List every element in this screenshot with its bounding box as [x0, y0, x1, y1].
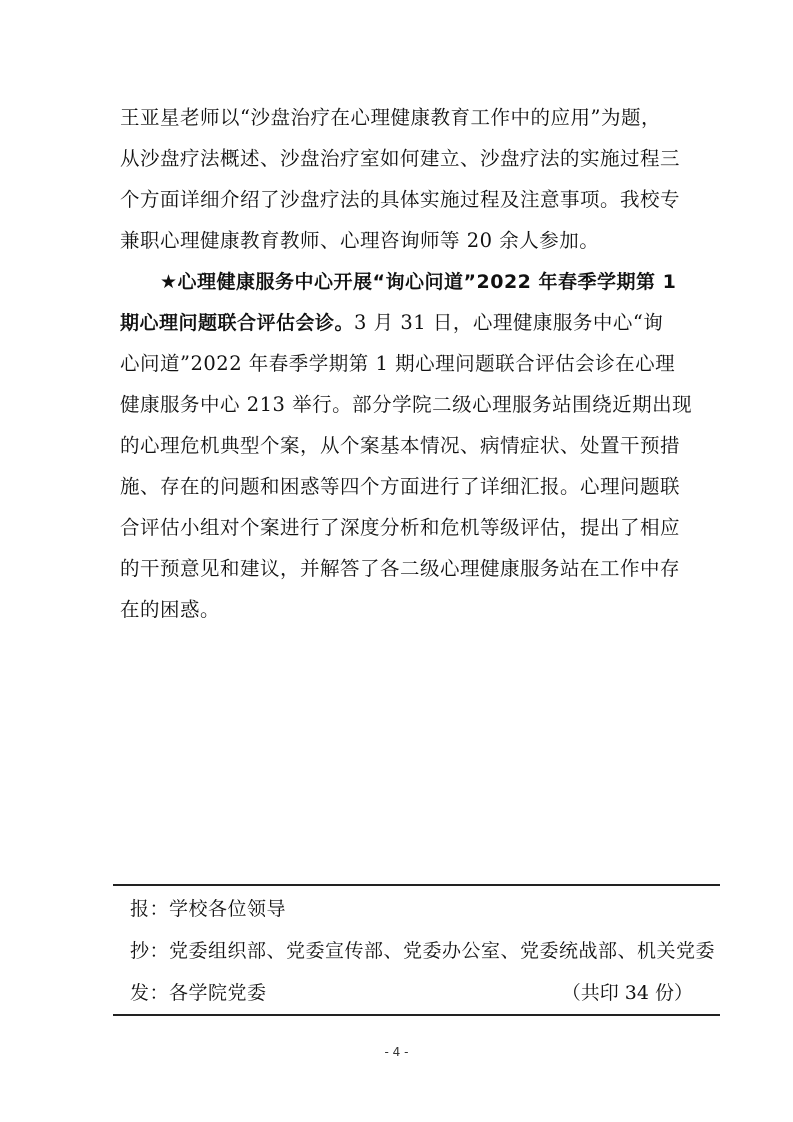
body-line: 心问道”2022 年春季学期第 1 期心理问题联合评估会诊在心理 — [120, 352, 676, 375]
footer-copy-line: 抄：党委组织部、党委宣传部、党委办公室、党委统战部、机关党委 — [130, 940, 716, 962]
body-line: 的心理危机典型个案，从个案基本情况、病情症状、处置干预措 — [120, 434, 681, 457]
body-line: 个方面详细介绍了沙盘疗法的具体实施过程及注意事项。我校专 — [120, 188, 681, 211]
page-number: - 4 - — [384, 1045, 409, 1059]
footer-copies-count: （共印 34 份） — [561, 982, 693, 1004]
footer-distribute-line: 发：各学院党委 — [130, 982, 267, 1004]
footer-top-rule — [113, 884, 720, 886]
body-text: 3 月 31 日，心理健康服务中心“询 — [354, 311, 664, 334]
section-heading-cont: 期心理问题联合评估会诊。 — [120, 312, 355, 334]
body-line: 王亚星老师以“沙盘治疗在心理健康教育工作中的应用”为题， — [120, 106, 661, 129]
footer-bottom-rule — [113, 1014, 720, 1016]
body-line: 从沙盘疗法概述、沙盘治疗室如何建立、沙盘疗法的实施过程三 — [120, 147, 681, 170]
body-line — [120, 306, 690, 340]
body-line: 施、存在的问题和困惑等四个方面进行了详细汇报。心理问题联 — [120, 475, 681, 498]
footer-report-line: 报：学校各位领导 — [130, 898, 287, 920]
section-heading: ★心理健康服务中心开展“询心问道”2022 年春季学期第 1 — [160, 271, 677, 293]
body-line: 的干预意见和建议，并解答了各二级心理健康服务站在工作中存 — [120, 557, 681, 580]
body-line: 合评估小组对个案进行了深度分析和危机等级评估，提出了相应 — [120, 516, 681, 539]
body-line: 兼职心理健康教育教师、心理咨询师等 20 余人参加。 — [120, 229, 600, 252]
body-line: 健康服务中心 213 举行。部分学院二级心理服务站围绕近期出现 — [120, 393, 693, 416]
body-line: 在的困惑。 — [120, 598, 221, 621]
